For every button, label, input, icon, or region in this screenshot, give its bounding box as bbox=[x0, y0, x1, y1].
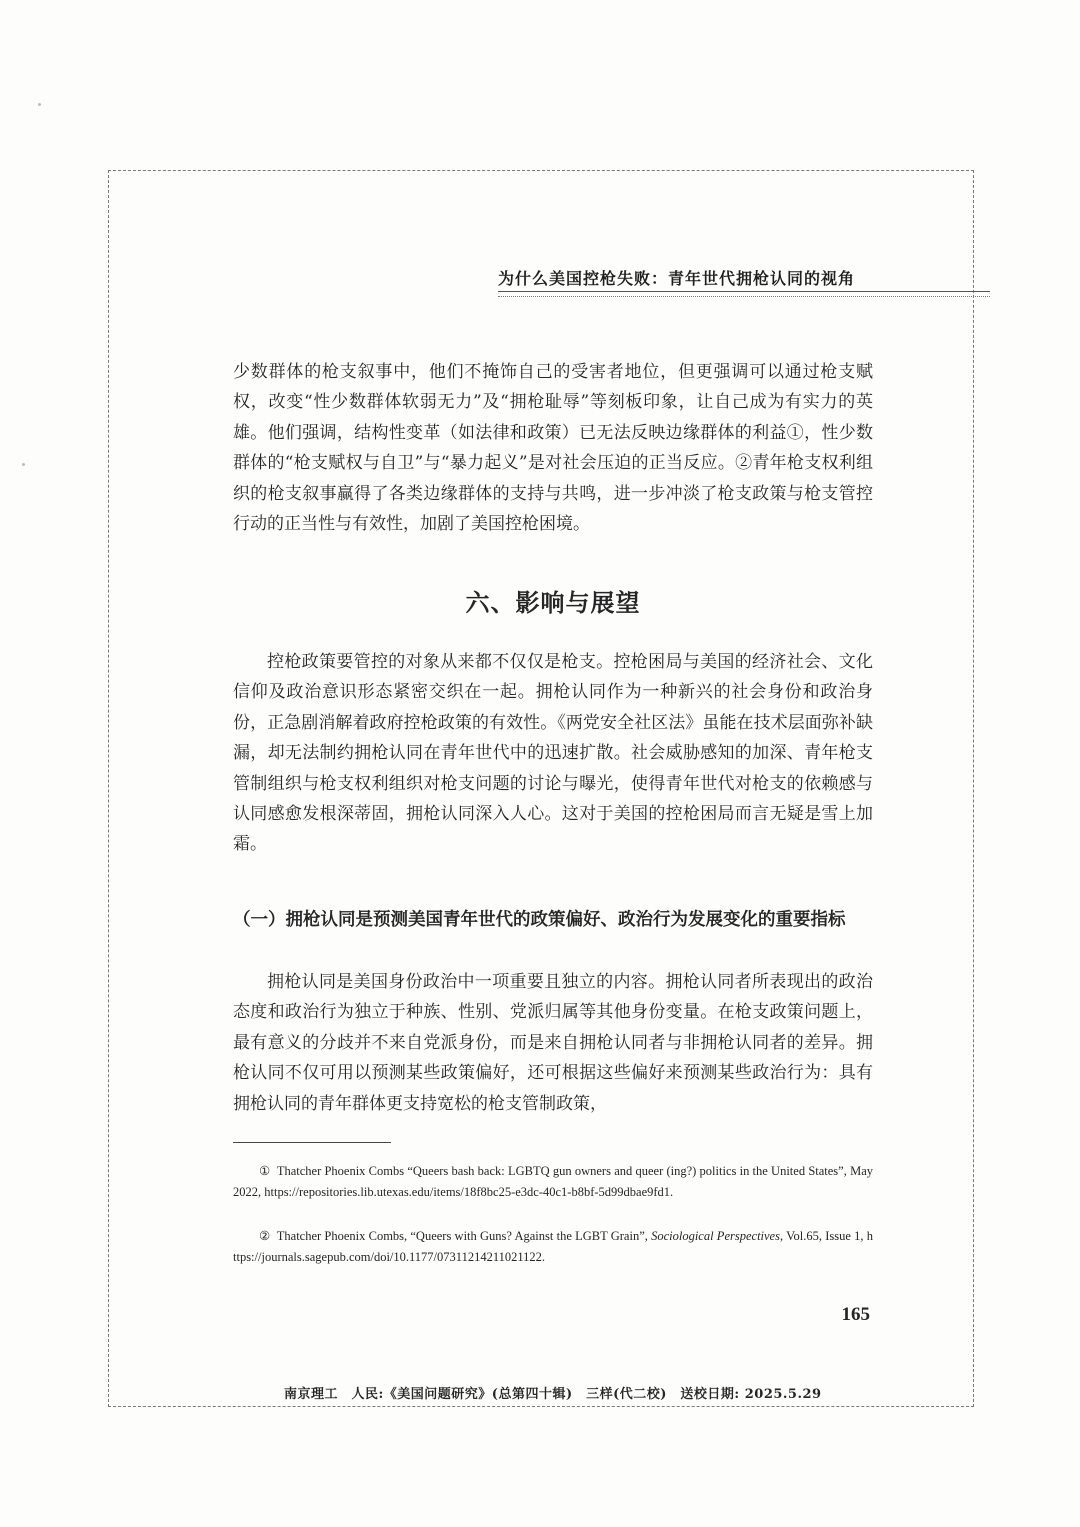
running-header: 为什么美国控枪失败：青年世代拥枪认同的视角 bbox=[498, 269, 856, 288]
footnote-2 bbox=[233, 1226, 873, 1267]
footnote-marker: ① bbox=[259, 1164, 271, 1178]
paragraph-impact: 控枪政策要管控的对象从来都不仅仅是枪支。控枪困局与美国的经济社会、文化信仰及政治意识形态紧密交织在一起。拥枪认同作为一种新兴的社会身份和政治身份，正急剧消解着政府控枪政策的有效性。《两党安全社区法》虽能在技术层面弥补缺漏，却无法制约拥枪认同在青年世代中的迅速扩散。社会威胁感知的加深、青年枪支管制组织与枪支权利组织对枪支问题的讨论与曝光，使得青年世代对枪支的依赖感与认同感愈发根深蒂固，拥枪认同深入人心。这对于美国的控枪困局而言无疑是雪上加霜。 bbox=[233, 652, 873, 855]
footnote-rule bbox=[233, 1142, 391, 1143]
journal-title: Sociological Perspectives bbox=[651, 1229, 780, 1243]
footnote-text: Thatcher Phoenix Combs “Queers bash back: LGBTQ gun owners and queer (ing?) politics in the United States”, May 2022, https://repositories.lib.utexas.edu/items/18f8bc25-e3dc-40c1-b8bf-5d99dbae9fd1. bbox=[233, 1164, 873, 1199]
page-number: 165 bbox=[841, 1304, 870, 1325]
section-title: 六、影响与展望 bbox=[465, 588, 641, 617]
footnote-text-tail: , Vol.65, Issue 1, https://journals.sagepub.com/doi/10.1177/07311214211021122. bbox=[233, 1229, 873, 1264]
footnote-marker: ② bbox=[259, 1229, 271, 1243]
footnote-text: Thatcher Phoenix Combs, “Queers with Guns? Against the LGBT Grain”, bbox=[276, 1229, 652, 1243]
header-rule bbox=[498, 291, 990, 297]
paragraph-identity: 拥枪认同是美国身份政治中一项重要且独立的内容。拥枪认同者所表现出的政治态度和政治行为独立于种族、性别、党派归属等其他身份变量。在枪支政策问题上，最有意义的分歧并不来自党派身份，而是来自拥枪认同者与非拥枪认同者的差异。拥枪认同不仅可用以预测某些政策偏好，还可根据这些偏好来预测某些政治行为：具有拥枪认同的青年群体更支持宽松的枪支管制政策， bbox=[233, 972, 873, 1114]
paragraph-continuation: 少数群体的枪支叙事中，他们不掩饰自己的受害者地位，但更强调可以通过枪支赋权，改变“性少数群体软弱无力”及“拥枪耻辱”等刻板印象，让自己成为有实力的英雄。他们强调，结构性变革（如法律和政策）已无法反映边缘群体的利益①，性少数群体的“枪支赋权与自卫”与“暴力起义”是对社会压迫的正当反应。②青年枪支权利组织的枪支叙事赢得了各类边缘群体的支持与共鸣，进一步冲淡了枪支政策与枪支管控行动的正当性与有效性，加剧了美国控枪困境。 bbox=[233, 362, 873, 535]
proof-footer: 南京理工 人民:《美国问题研究》(总第四十辑) 三样(代二校) 送校日期: 2025.5.29 bbox=[284, 1387, 822, 1402]
footnote-1 bbox=[233, 1161, 873, 1202]
subsection-title: （一）拥枪认同是预测美国青年世代的政策偏好、政治行为发展变化的重要指标 bbox=[233, 910, 846, 930]
scan-speck bbox=[38, 103, 41, 106]
scan-speck bbox=[22, 463, 25, 466]
